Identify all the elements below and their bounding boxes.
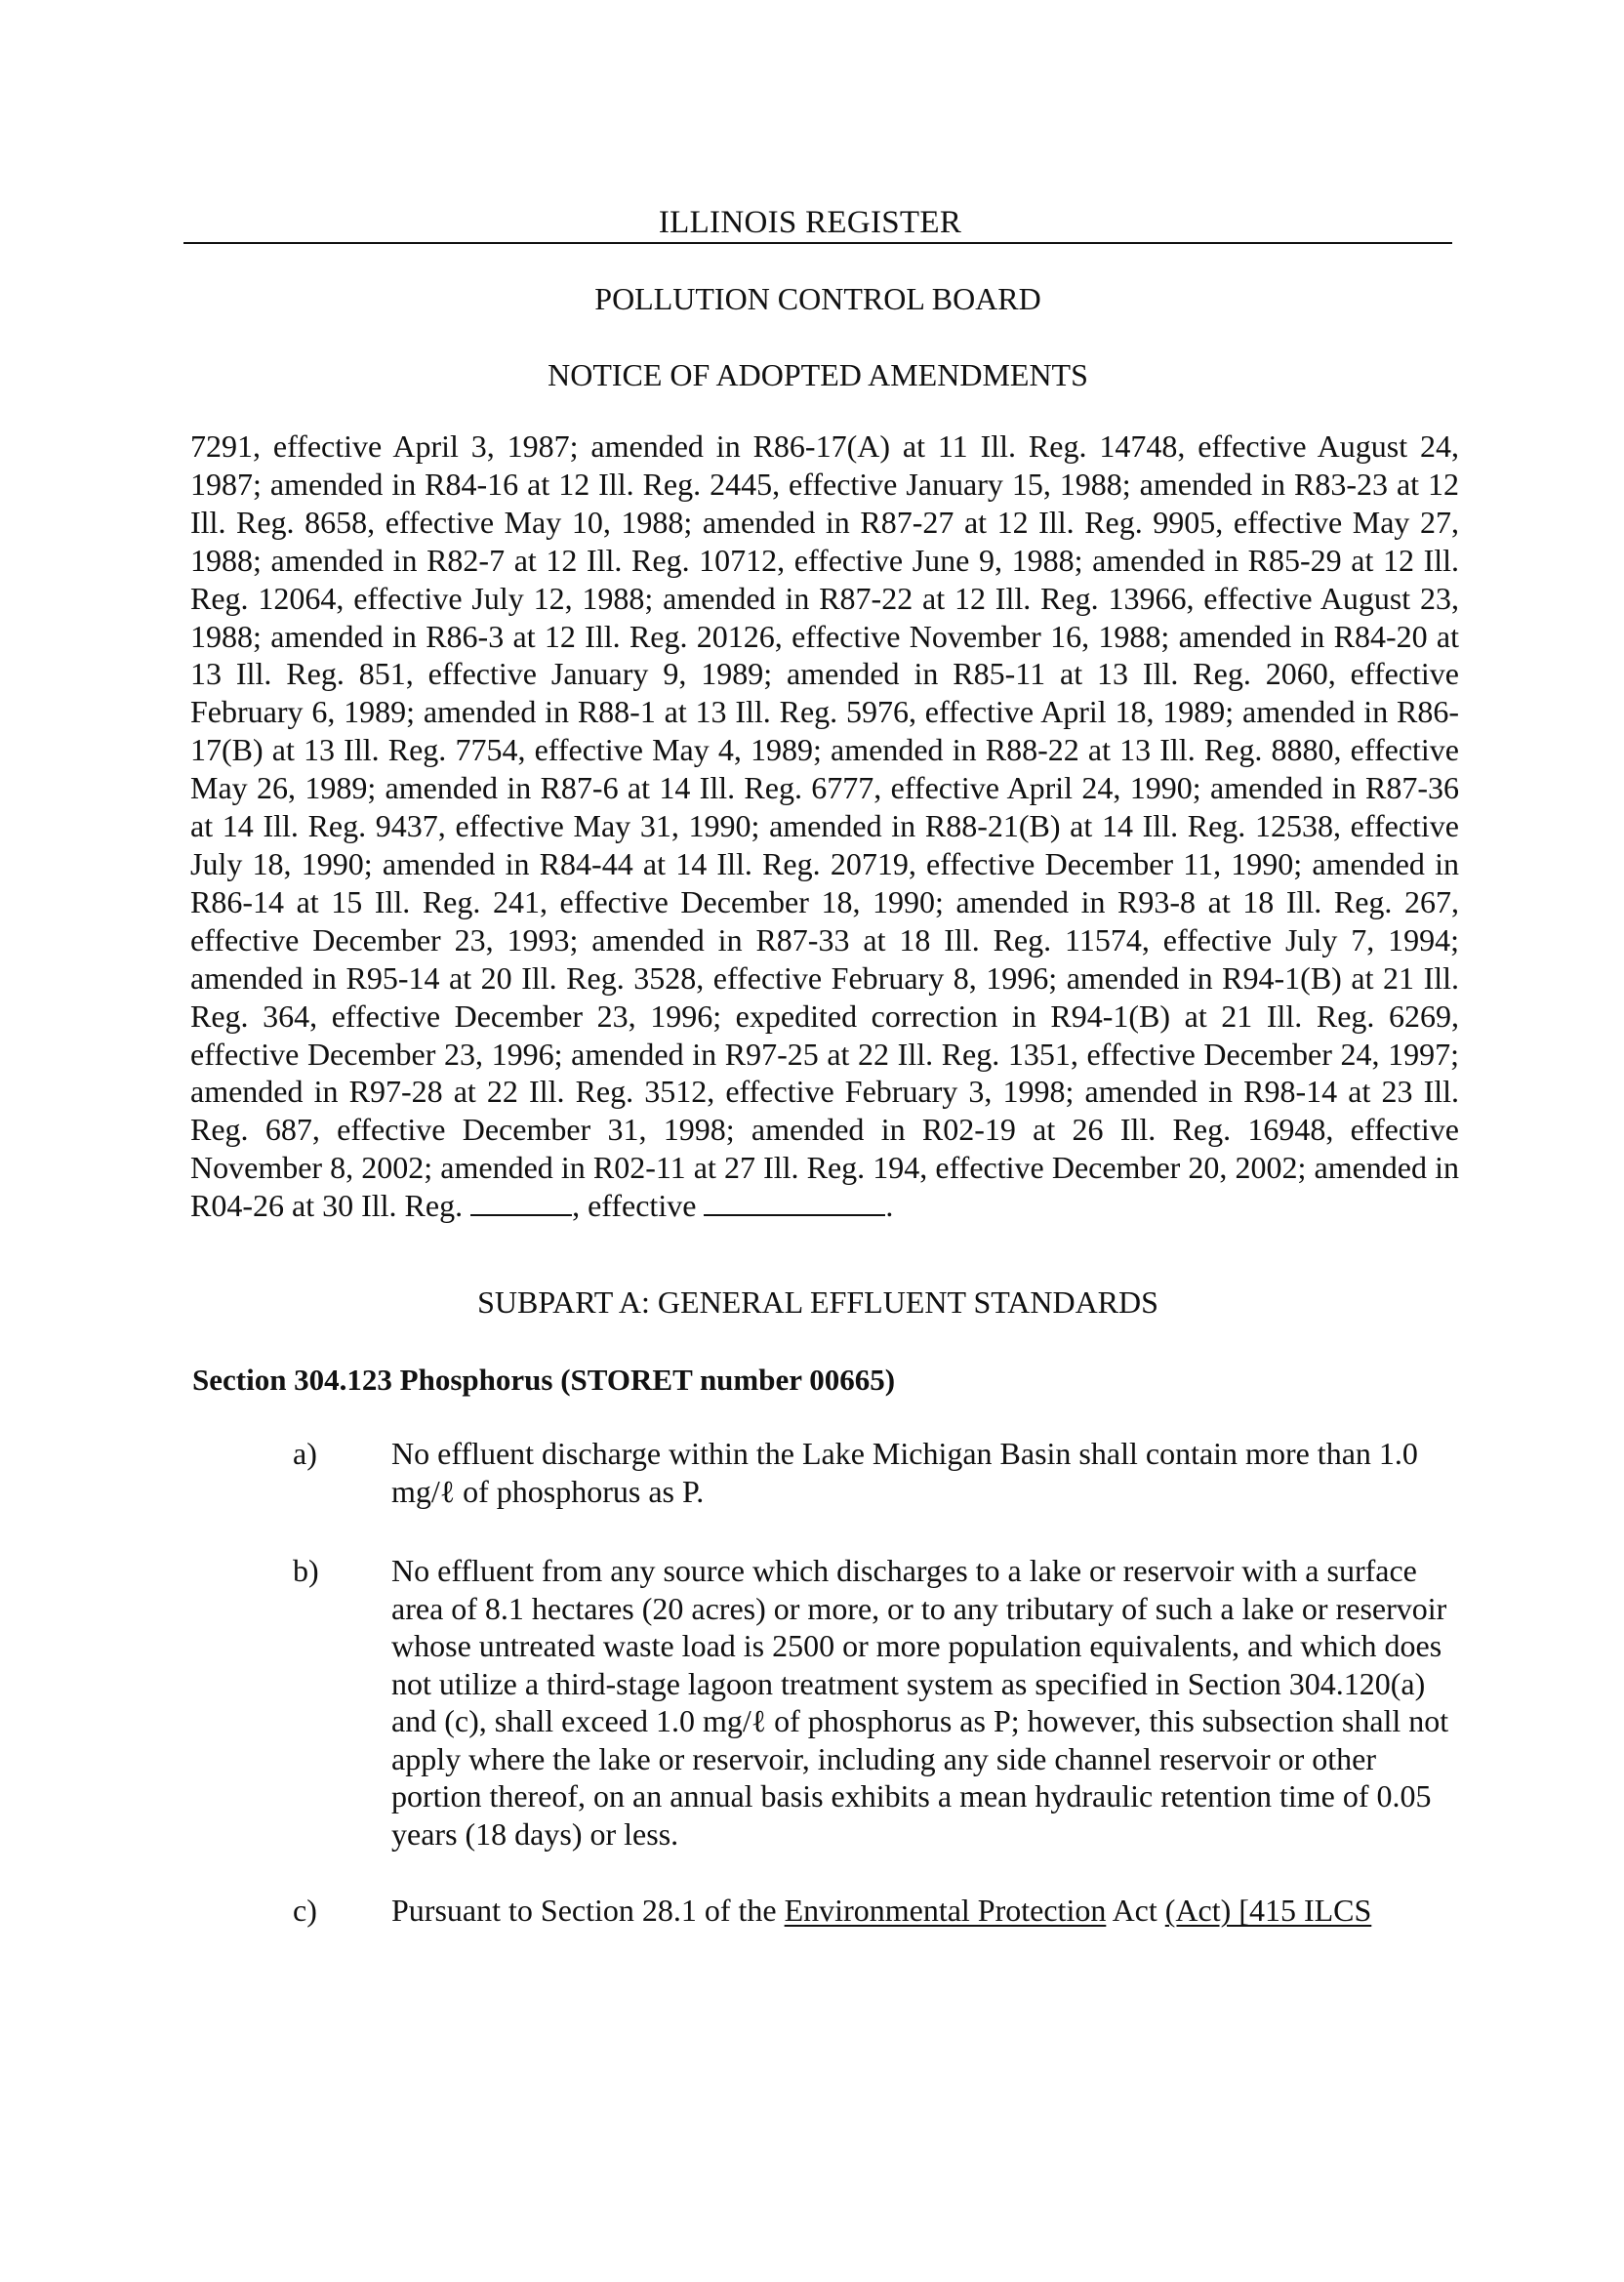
- underlined-inserted-citation: (Act) [415 ILCS: [1164, 1893, 1372, 1928]
- register-header: [183, 203, 1452, 244]
- subsection-b: [293, 1552, 1464, 1853]
- source-history-text: 7291, effective April 3, 1987; amended in R86-17(A) at 11 Ill. Reg. 14748, effective August 24, 1987; amended in R84-16 at 12 Ill. Reg. 2445, effective January 15, 1988; amended in R83-23 at 12 Ill. Reg. 8658, effective May 10, 1988; amended in R87-27 at 12 Ill. Reg. 9905, effective May 27, 1988; amended in R82-7 at 12 Ill. Reg. 10712, effective June 9, 1988; amended in R85-29 at 12 Ill. Reg. 12064, effective July 12, 1988; amended in R87-22 at 12 Ill. Reg. 13966, effective August 23, 1988; amended in R86-3 at 12 Ill. Reg. 20126, effective November 16, 1988; amended in R84-20 at 13 Ill. Reg. 851, effective January 9, 1989; amended in R85-11 at 13 Ill. Reg. 2060, effective February 6, 1989; amended in R88-1 at 13 Ill. Reg. 5976, effective April 18, 1989; amended in R86-17(B) at 13 Ill. Reg. 7754, effective May 4, 1989; amended in R88-22 at 13 Ill. Reg. 8880, effective May 26, 1989; amended in R87-6 at 14 Ill. Reg. 6777, effective April 24, 1990; amended in R87-36 at 14 Ill. Reg. 9437, effective May 31, 1990; amended in R88-21(B) at 14 Ill. Reg. 12538, effective July 18, 1990; amended in R84-44 at 14 Ill. Reg. 20719, effective December 11, 1990; amended in R86-14 at 15 Ill. Reg. 241, effective December 18, 1990; amended in R93-8 at 18 Ill. Reg. 267, effective December 23, 1993; amended in R87-33 at 18 Ill. Reg. 11574, effective July 7, 1994; amended in R95-14 at 20 Ill. Reg. 3528, effective February 8, 1996; amended in R94-1(B) at 21 Ill. Reg. 364, effective December 23, 1996; expedited correction in R94-1(B) at 21 Ill. Reg. 6269, effective December 23, 1996; amended in R97-25 at 22 Ill. Reg. 1351, effective December 24, 1997; amended in R97-28 at 22 Ill. Reg. 3512, effective February 3, 1998; amended in R98-14 at 23 Ill. Reg. 687, effective December 31, 1998; amended in R02-19 at 26 Ill. Reg. 16948, effective November 8, 2002; amended in R02-11 at 27 Ill. Reg. 194, effective December 20, 2002; amended in R04-26 at 30 Ill. Reg.: [190, 428, 1459, 1224]
- history-end-period: .: [885, 1188, 894, 1224]
- subsection-a: [293, 1435, 1464, 1510]
- effective-label: , effective: [572, 1188, 697, 1224]
- subsection-label: a): [293, 1436, 317, 1471]
- subsection-label: c): [293, 1893, 317, 1928]
- register-title: ILLINOIS REGISTER: [658, 205, 962, 240]
- subsection-c: [293, 1892, 1464, 1930]
- subsection-label: b): [293, 1553, 319, 1588]
- subsection-text: [391, 1892, 1465, 1930]
- board-name: POLLUTION CONTROL BOARD: [594, 281, 1041, 316]
- subsection-text: No effluent from any source which discharges to a lake or reservoir with a surface area of 8.1 hectares (20 acres) or more, or to any tributary of such a lake or reservoir whose untreated waste load is 2500 or more population equivalents, and which does not utilize a third-stage lagoon treatment system as specified in Section 304.120(a) and (c), shall exceed 1.0 mg/ℓ of phosphorus as P; however, this subsection shall not apply where the lake or reservoir, including any side channel reservoir or other portion thereof, on an annual basis exhibits a mean hydraulic retention time of 0.05 years (18 days) or less.: [391, 1553, 1449, 1852]
- subsection-text: No effluent discharge within the Lake Michigan Basin shall contain more than 1.0 mg/ℓ of phosphorus as P.: [391, 1436, 1418, 1509]
- subsection-text-middle: Act: [1106, 1893, 1165, 1928]
- underlined-inserted-text: Environmental Protection: [784, 1893, 1107, 1928]
- subsection-text-start: Pursuant to Section 28.1 of the: [391, 1893, 785, 1928]
- section-heading: Section 304.123 Phosphorus (STORET number 00665): [192, 1363, 896, 1397]
- subpart-heading: SUBPART A: GENERAL EFFLUENT STANDARDS: [477, 1284, 1158, 1320]
- notice-title: NOTICE OF ADOPTED AMENDMENTS: [548, 357, 1088, 392]
- source-history-paragraph: [190, 428, 1459, 1225]
- blank-reg-page: [470, 1189, 572, 1216]
- blank-effective-date: [704, 1189, 885, 1216]
